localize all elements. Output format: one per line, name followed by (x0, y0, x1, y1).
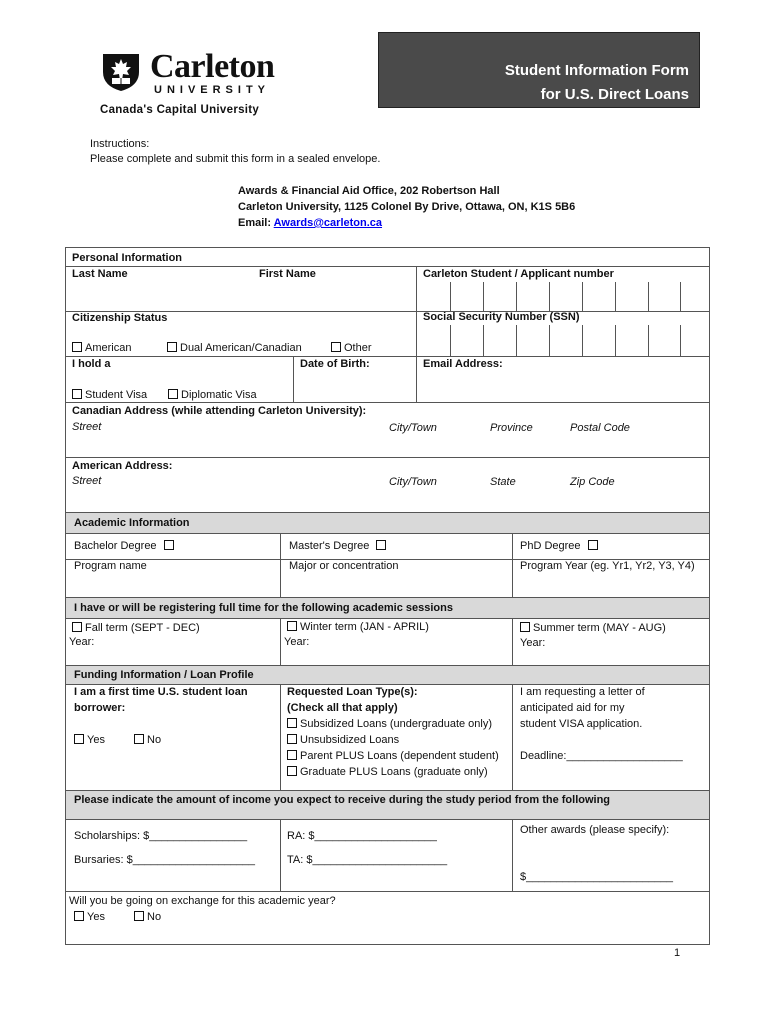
program-name-label: Program name (74, 560, 147, 572)
ra-field[interactable]: RA: $____________________ (287, 830, 437, 842)
option-label: Winter term (JAN - APRIL) (300, 621, 429, 633)
canadian-address-label: Canadian Address (while attending Carleton University): (72, 405, 367, 417)
option-label: Graduate PLUS Loans (graduate only) (300, 766, 488, 778)
checkbox-icon (167, 342, 177, 352)
form-title-box (378, 32, 700, 108)
student-visa-option[interactable] (72, 389, 147, 401)
first-time-label-1: I am a first time U.S. student loan (74, 686, 248, 698)
dob-label: Date of Birth: (300, 358, 370, 370)
last-name-label: Last Name (72, 268, 128, 280)
option-label: PhD Degree (520, 540, 581, 552)
checkbox-icon (520, 622, 530, 632)
option-label: Parent PLUS Loans (dependent student) (300, 750, 499, 762)
major-label: Major or concentration (289, 560, 399, 572)
checkbox-icon (287, 718, 297, 728)
deadline-field[interactable]: Deadline:___________________ (520, 750, 683, 762)
option-label: No (147, 911, 162, 923)
checkbox-icon (287, 766, 297, 776)
first-time-label-2: borrower: (74, 702, 126, 714)
bursaries-field[interactable]: Bursaries: $____________________ (74, 854, 256, 866)
winter-term-option[interactable] (287, 621, 429, 633)
other-awards-label: Other awards (please specify): (520, 824, 670, 836)
ta-field[interactable]: TA: $______________________ (287, 854, 448, 866)
option-label: Unsubsidized Loans (300, 734, 400, 746)
ca-province-label: Province (490, 422, 533, 434)
option-label: Student Visa (85, 389, 148, 401)
ca-city-label: City/Town (389, 422, 437, 434)
logo-university-text: UNIVERSITY (154, 84, 271, 96)
checkbox-icon (74, 734, 84, 744)
academic-section-title: Academic Information (74, 517, 190, 529)
exchange-question: Will you be going on exchange for this academic year? (69, 895, 336, 907)
scholarships-field[interactable]: Scholarships: $________________ (74, 830, 248, 842)
summer-term-option[interactable] (520, 622, 666, 634)
option-label: Yes (87, 734, 105, 746)
first-time-no-option[interactable] (134, 734, 161, 746)
citizenship-dual-option[interactable] (167, 342, 302, 354)
checkbox-icon (168, 389, 178, 399)
checkbox-icon (287, 621, 297, 631)
first-name-label: First Name (259, 268, 316, 280)
checkbox-icon (164, 540, 174, 550)
form-title-line2: for U.S. Direct Loans (540, 86, 689, 103)
us-state-label: State (490, 476, 516, 488)
instructions-heading: Instructions: (90, 138, 150, 150)
checkbox-icon (376, 540, 386, 550)
page-number: 1 (674, 947, 681, 959)
fall-term-option[interactable] (72, 622, 200, 634)
funding-section-title: Funding Information / Loan Profile (74, 669, 254, 681)
office-email (238, 217, 382, 229)
checkbox-icon (72, 622, 82, 632)
email-link[interactable]: Awards@carleton.ca (273, 217, 383, 229)
option-label: No (147, 734, 162, 746)
email-address-field[interactable] (419, 372, 707, 400)
option-label: American (85, 342, 132, 354)
option-label: Subsidized Loans (undergraduate only) (300, 718, 493, 730)
checkbox-icon (588, 540, 598, 550)
option-label: Master's Degree (289, 540, 370, 552)
loan-grad-plus-option[interactable] (287, 766, 488, 778)
option-label: Yes (87, 911, 105, 923)
checkbox-icon (72, 342, 82, 352)
ssn-label: Social Security Number (SSN) (423, 311, 580, 323)
i-hold-label: I hold a (72, 358, 111, 370)
option-label: Diplomatic Visa (181, 389, 257, 401)
summer-year-label: Year: (520, 637, 546, 649)
instructions-text: Please complete and submit this form in a sealed envelope. (90, 153, 381, 165)
visa-letter-text-1: I am requesting a letter of (520, 686, 645, 698)
loan-unsubsidized-option[interactable] (287, 734, 399, 746)
visa-letter-text-2: anticipated aid for my (520, 702, 625, 714)
visa-letter-text-3: student VISA application. (520, 718, 643, 730)
canadian-address-field[interactable] (66, 436, 709, 456)
citizenship-label: Citizenship Status (72, 312, 168, 324)
form-title-line1: Student Information Form (504, 62, 689, 79)
personal-section-title: Personal Information (72, 252, 183, 264)
us-street-label: Street (72, 475, 102, 487)
checkbox-icon (72, 389, 82, 399)
ca-postal-label: Postal Code (570, 422, 630, 434)
american-address-field[interactable] (66, 491, 709, 511)
option-label: Summer term (MAY - AUG) (533, 622, 666, 634)
ca-street-label: Street (72, 421, 102, 433)
checkbox-icon (287, 750, 297, 760)
office-address: Carleton University, 1125 Colonel By Drive, Ottawa, ON, K1S 5B6 (238, 201, 576, 213)
sessions-section-title: I have or will be registering full time for the following academic sessions (74, 602, 453, 614)
loan-parent-plus-option[interactable] (287, 750, 499, 762)
us-city-label: City/Town (389, 476, 437, 488)
loan-subsidized-option[interactable] (287, 718, 492, 730)
tagline: Canada's Capital University (100, 104, 260, 116)
option-label: Dual American/Canadian (180, 342, 302, 354)
income-section-title: Please indicate the amount of income you expect to receive during the study period from the following (74, 794, 611, 806)
dob-field[interactable] (296, 372, 414, 400)
checkbox-icon (74, 911, 84, 921)
masters-option[interactable] (289, 540, 389, 552)
first-name-field[interactable] (256, 283, 414, 310)
exchange-yes-option[interactable] (74, 911, 105, 923)
first-time-yes-option[interactable] (74, 734, 105, 746)
option-label: Other (344, 342, 372, 354)
fall-year-label: Year: (69, 636, 95, 648)
logo-wordmark: Carleton (150, 48, 275, 85)
citizenship-american-option[interactable] (72, 342, 131, 354)
diplomatic-visa-option[interactable] (168, 389, 257, 401)
office-name: Awards & Financial Aid Office, 202 Robertson Hall (238, 185, 500, 197)
program-year-label: Program Year (eg. Yr1, Yr2, Y3, Y4) (520, 560, 695, 572)
option-label: Bachelor Degree (74, 540, 157, 552)
email-address-label: Email Address: (423, 358, 503, 370)
american-address-label: American Address: (72, 460, 173, 472)
checkbox-icon (331, 342, 341, 352)
option-label: Fall term (SEPT - DEC) (85, 622, 200, 634)
checkbox-icon (134, 911, 144, 921)
checkbox-icon (287, 734, 297, 744)
requested-loan-label-2: (Check all that apply) (287, 702, 398, 714)
shield-crest-icon (100, 50, 142, 92)
requested-loan-label-1: Requested Loan Type(s): (287, 686, 418, 698)
last-name-field[interactable] (66, 283, 256, 310)
checkbox-icon (134, 734, 144, 744)
bachelor-option[interactable] (74, 540, 177, 552)
other-awards-amount-field[interactable]: $________________________ (520, 871, 673, 883)
citizenship-other-option[interactable] (331, 342, 372, 354)
email-label: Email: (238, 217, 272, 229)
winter-year-label: Year: (284, 636, 310, 648)
exchange-no-option[interactable] (134, 911, 161, 923)
student-number-label: Carleton Student / Applicant number (423, 268, 614, 280)
us-zip-label: Zip Code (570, 476, 615, 488)
phd-option[interactable] (520, 540, 601, 552)
